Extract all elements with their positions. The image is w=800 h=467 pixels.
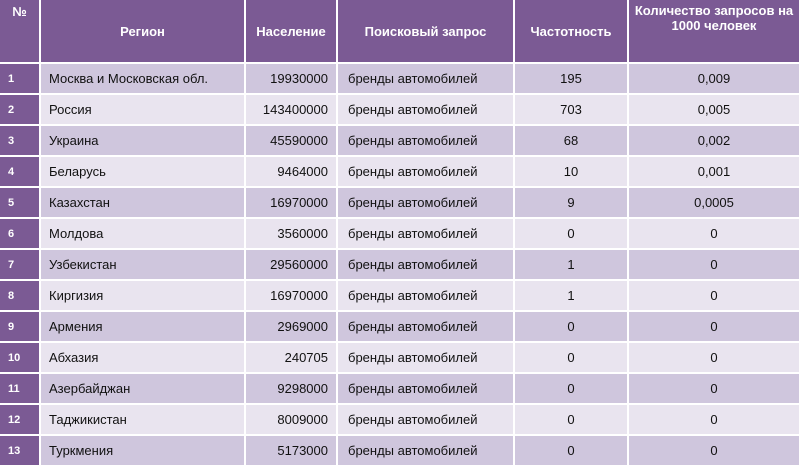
frequency-cell: 0 bbox=[514, 311, 628, 342]
frequency-cell: 0 bbox=[514, 435, 628, 466]
frequency-cell: 1 bbox=[514, 280, 628, 311]
query-cell: бренды автомобилей bbox=[337, 435, 514, 466]
row-number: 1 bbox=[0, 63, 40, 94]
table-row bbox=[0, 125, 800, 156]
query-cell: бренды автомобилей bbox=[337, 125, 514, 156]
region-cell: Азербайджан bbox=[40, 373, 245, 404]
table-header bbox=[0, 0, 800, 63]
header-rate: Количество запросов на 1000 человек bbox=[628, 0, 800, 63]
row-number: 6 bbox=[0, 218, 40, 249]
row-number: 5 bbox=[0, 187, 40, 218]
table-row bbox=[0, 187, 800, 218]
table-row bbox=[0, 156, 800, 187]
row-number: 4 bbox=[0, 156, 40, 187]
population-cell: 45590000 bbox=[245, 125, 337, 156]
query-cell: бренды автомобилей bbox=[337, 187, 514, 218]
frequency-cell: 9 bbox=[514, 187, 628, 218]
table-row bbox=[0, 218, 800, 249]
population-cell: 143400000 bbox=[245, 94, 337, 125]
population-cell: 9298000 bbox=[245, 373, 337, 404]
region-cell: Россия bbox=[40, 94, 245, 125]
frequency-cell: 703 bbox=[514, 94, 628, 125]
row-number: 12 bbox=[0, 404, 40, 435]
row-number: 2 bbox=[0, 94, 40, 125]
row-number: 8 bbox=[0, 280, 40, 311]
table-row bbox=[0, 311, 800, 342]
table-row bbox=[0, 435, 800, 466]
population-cell: 29560000 bbox=[245, 249, 337, 280]
region-cell: Туркмения bbox=[40, 435, 245, 466]
region-cell: Украина bbox=[40, 125, 245, 156]
header-num: № bbox=[0, 0, 40, 63]
table-row bbox=[0, 342, 800, 373]
rate-cell: 0 bbox=[628, 342, 800, 373]
query-cell: бренды автомобилей bbox=[337, 280, 514, 311]
rate-cell: 0,002 bbox=[628, 125, 800, 156]
rate-cell: 0,009 bbox=[628, 63, 800, 94]
rate-cell: 0 bbox=[628, 280, 800, 311]
frequency-cell: 0 bbox=[514, 342, 628, 373]
region-cell: Беларусь bbox=[40, 156, 245, 187]
region-cell: Молдова bbox=[40, 218, 245, 249]
header-row bbox=[0, 0, 800, 63]
table-row bbox=[0, 63, 800, 94]
header-region: Регион bbox=[40, 0, 245, 63]
rate-cell: 0,001 bbox=[628, 156, 800, 187]
table-row bbox=[0, 280, 800, 311]
rate-cell: 0,0005 bbox=[628, 187, 800, 218]
rate-cell: 0 bbox=[628, 404, 800, 435]
query-cell: бренды автомобилей bbox=[337, 373, 514, 404]
row-number: 3 bbox=[0, 125, 40, 156]
rate-cell: 0 bbox=[628, 218, 800, 249]
region-cell: Киргизия bbox=[40, 280, 245, 311]
population-cell: 5173000 bbox=[245, 435, 337, 466]
query-cell: бренды автомобилей bbox=[337, 63, 514, 94]
query-cell: бренды автомобилей bbox=[337, 342, 514, 373]
query-cell: бренды автомобилей bbox=[337, 156, 514, 187]
row-number: 7 bbox=[0, 249, 40, 280]
population-cell: 19930000 bbox=[245, 63, 337, 94]
region-cell: Казахстан bbox=[40, 187, 245, 218]
row-number: 9 bbox=[0, 311, 40, 342]
row-number: 10 bbox=[0, 342, 40, 373]
rate-cell: 0 bbox=[628, 373, 800, 404]
table-row bbox=[0, 404, 800, 435]
frequency-cell: 0 bbox=[514, 373, 628, 404]
table-row bbox=[0, 94, 800, 125]
region-cell: Таджикистан bbox=[40, 404, 245, 435]
query-cell: бренды автомобилей bbox=[337, 218, 514, 249]
rate-cell: 0 bbox=[628, 311, 800, 342]
frequency-cell: 195 bbox=[514, 63, 628, 94]
population-cell: 16970000 bbox=[245, 187, 337, 218]
population-cell: 240705 bbox=[245, 342, 337, 373]
table-row bbox=[0, 249, 800, 280]
region-cell: Абхазия bbox=[40, 342, 245, 373]
rate-cell: 0 bbox=[628, 249, 800, 280]
query-cell: бренды автомобилей bbox=[337, 94, 514, 125]
rate-cell: 0 bbox=[628, 435, 800, 466]
query-cell: бренды автомобилей bbox=[337, 311, 514, 342]
population-cell: 3560000 bbox=[245, 218, 337, 249]
table-row bbox=[0, 373, 800, 404]
region-cell: Узбекистан bbox=[40, 249, 245, 280]
frequency-cell: 0 bbox=[514, 404, 628, 435]
header-frequency: Частотность bbox=[514, 0, 628, 63]
header-query: Поисковый запрос bbox=[337, 0, 514, 63]
population-cell: 8009000 bbox=[245, 404, 337, 435]
frequency-cell: 0 bbox=[514, 218, 628, 249]
frequency-cell: 10 bbox=[514, 156, 628, 187]
row-number: 13 bbox=[0, 435, 40, 466]
query-cell: бренды автомобилей bbox=[337, 249, 514, 280]
row-number: 11 bbox=[0, 373, 40, 404]
frequency-cell: 68 bbox=[514, 125, 628, 156]
population-cell: 16970000 bbox=[245, 280, 337, 311]
population-cell: 2969000 bbox=[245, 311, 337, 342]
query-cell: бренды автомобилей bbox=[337, 404, 514, 435]
rate-cell: 0,005 bbox=[628, 94, 800, 125]
header-population: Население bbox=[245, 0, 337, 63]
table-body bbox=[0, 63, 800, 466]
region-cell: Москва и Московская обл. bbox=[40, 63, 245, 94]
population-cell: 9464000 bbox=[245, 156, 337, 187]
frequency-cell: 1 bbox=[514, 249, 628, 280]
region-cell: Армения bbox=[40, 311, 245, 342]
